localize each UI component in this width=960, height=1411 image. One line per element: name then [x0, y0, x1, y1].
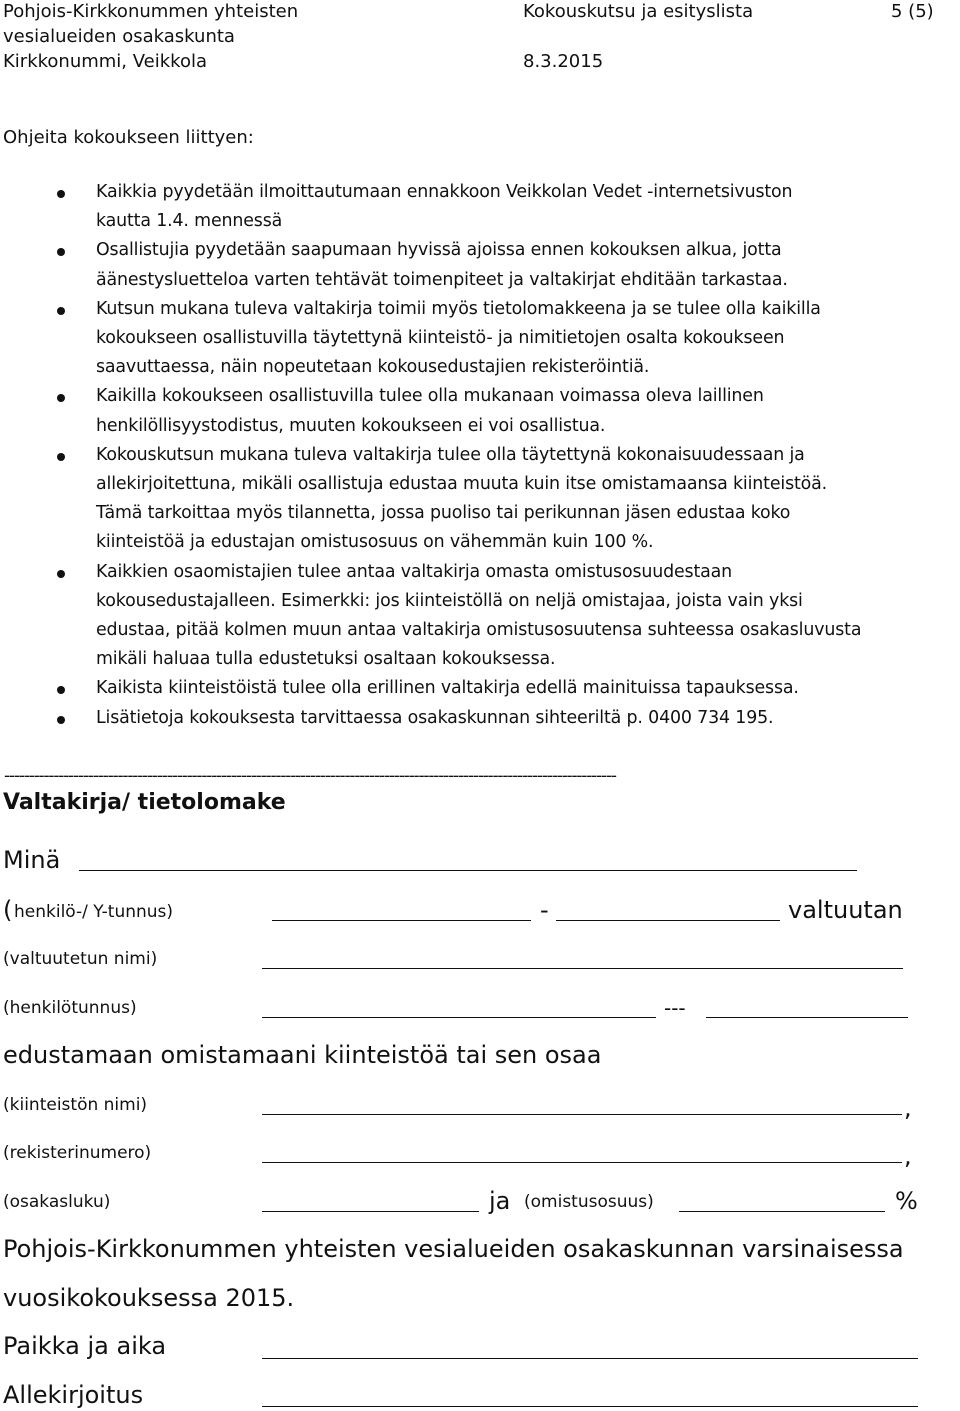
doc-date: 8.3.2015 [523, 51, 604, 72]
id-field-1[interactable] [272, 920, 531, 921]
meeting-text-line1: Pohjois-Kirkkonummen yhteisten vesialueiden osakaskunnan varsinaisessa [3, 1235, 904, 1263]
form-title: Valtakirja/ tietolomake [3, 790, 286, 815]
meeting-text-line2: vuosikokouksessa 2015. [3, 1284, 295, 1312]
mina-label: Minä [3, 846, 61, 874]
page-number: 5 (5) [891, 1, 934, 22]
doc-title: Kokouskutsu ja esityslista [523, 1, 754, 22]
valtuutetun-nimi-label: (valtuutetun nimi) [3, 949, 158, 969]
list-item: Lisätietoja kokouksesta tarvittaessa osakaskunnan sihteeriltä p. 0400 734 195. [0, 704, 960, 733]
omistusosuus-field[interactable] [679, 1211, 885, 1212]
allekirjoitus-label: Allekirjoitus [3, 1381, 144, 1409]
paikka-ja-aika-label: Paikka ja aika [3, 1332, 167, 1360]
bullet-icon [57, 190, 65, 198]
separator-dashes: ---------------------------------------------------------------------------------------------------------------------------- [4, 766, 616, 786]
henkilotunnus-separator: --- [664, 996, 686, 1020]
edustamaan-text: edustamaan omistamaani kiinteistöä tai sen osaa [3, 1041, 602, 1069]
henkilotunnus-label: (henkilötunnus) [3, 998, 137, 1018]
name-field[interactable] [79, 870, 857, 871]
percent-sign: % [895, 1187, 918, 1215]
list-item: Kaikilla kokoukseen osallistuvilla tulee olla mukanaan voimassa oleva laillinen henkilöllisyystodistus, muuten kokoukseen ei voi osallistua. [0, 382, 960, 440]
rekisterinumero-comma: , [904, 1142, 912, 1170]
list-item: Kaikkien osaomistajien tulee antaa valtakirja omasta omistusosuudestaan kokousedustajalleen. Esimerkki: jos kiinteistöllä on neljä omistajaa, joista vain yksi edustaa, pitää kolmen muun antaa valtakirja omistusosuutensa suhteessa osakasluvusta mikäli haluaa tulla edustetuksi osaltaan kokouksessa. [0, 558, 960, 675]
list-item: Kaikista kiinteistöistä tulee olla erillinen valtakirja edellä mainituissa tapauksessa. [0, 674, 960, 703]
bullet-icon [57, 394, 65, 402]
bullet-icon [57, 248, 65, 256]
location: Kirkkonummi, Veikkola [3, 51, 207, 72]
id-open-paren: ( [3, 896, 13, 924]
id-dash: - [540, 896, 549, 924]
valtuutan-label: valtuutan [788, 896, 903, 924]
paikka-ja-aika-field[interactable] [262, 1358, 918, 1359]
kiinteiston-nimi-field[interactable] [262, 1114, 902, 1115]
org-name-line2: vesialueiden osakaskunta [3, 26, 235, 47]
bullet-icon [57, 716, 65, 724]
id-field-2[interactable] [556, 920, 780, 921]
osakasluku-label: (osakasluku) [3, 1192, 111, 1212]
bullet-icon [57, 453, 65, 461]
bullet-icon [57, 307, 65, 315]
instructions-list [0, 178, 960, 733]
henkilotunnus-field-2[interactable] [706, 1017, 908, 1018]
rekisterinumero-field[interactable] [262, 1162, 902, 1163]
rekisterinumero-label: (rekisterinumero) [3, 1143, 152, 1163]
ja-label: ja [489, 1187, 511, 1215]
kiinteiston-nimi-label: (kiinteistön nimi) [3, 1095, 148, 1115]
list-item: Osallistujia pyydetään saapumaan hyvissä ajoissa ennen kokouksen alkua, jotta äänestysluetteloa varten tehtävät toimenpiteet ja valtakirjat ehditään tarkastaa. [0, 236, 960, 294]
allekirjoitus-field[interactable] [262, 1406, 918, 1407]
osakasluku-field[interactable] [262, 1211, 479, 1212]
list-item: Kokouskutsun mukana tuleva valtakirja tulee olla täytettynä kokonaisuudessaan ja allekirjoitettuna, mikäli osallistuja edustaa muuta kuin itse omistamaansa kiinteistöä. Tämä tarkoittaa myös tilannetta, jossa puoliso tai perikunnan jäsen edustaa koko kiinteistöä ja edustajan omistusosuus on vähemmän kuin 100 %. [0, 441, 960, 558]
list-item: Kutsun mukana tuleva valtakirja toimii myös tietolomakkeena ja se tulee olla kaikilla kokoukseen osallistuvilla täytettynä kiinteistö- ja nimitietojen osalta kokoukseen saavuttaessa, näin nopeutetaan kokousedustajien rekisteröintiä. [0, 295, 960, 383]
instructions-heading: Ohjeita kokoukseen liittyen: [3, 127, 254, 148]
bullet-icon [57, 570, 65, 578]
valtuutetun-nimi-field[interactable] [262, 968, 903, 969]
bullet-icon [57, 686, 65, 694]
omistusosuus-label: (omistusosuus) [524, 1192, 654, 1212]
org-name-line1: Pohjois-Kirkkonummen yhteisten [3, 1, 299, 22]
henkilotunnus-field-1[interactable] [262, 1017, 656, 1018]
list-item: Kaikkia pyydetään ilmoittautumaan ennakkoon Veikkolan Vedet -internetsivuston kautta 1.4. mennessä [0, 178, 960, 236]
id-label: henkilö-/ Y-tunnus) [14, 902, 174, 922]
kiinteiston-nimi-comma: , [904, 1094, 912, 1122]
